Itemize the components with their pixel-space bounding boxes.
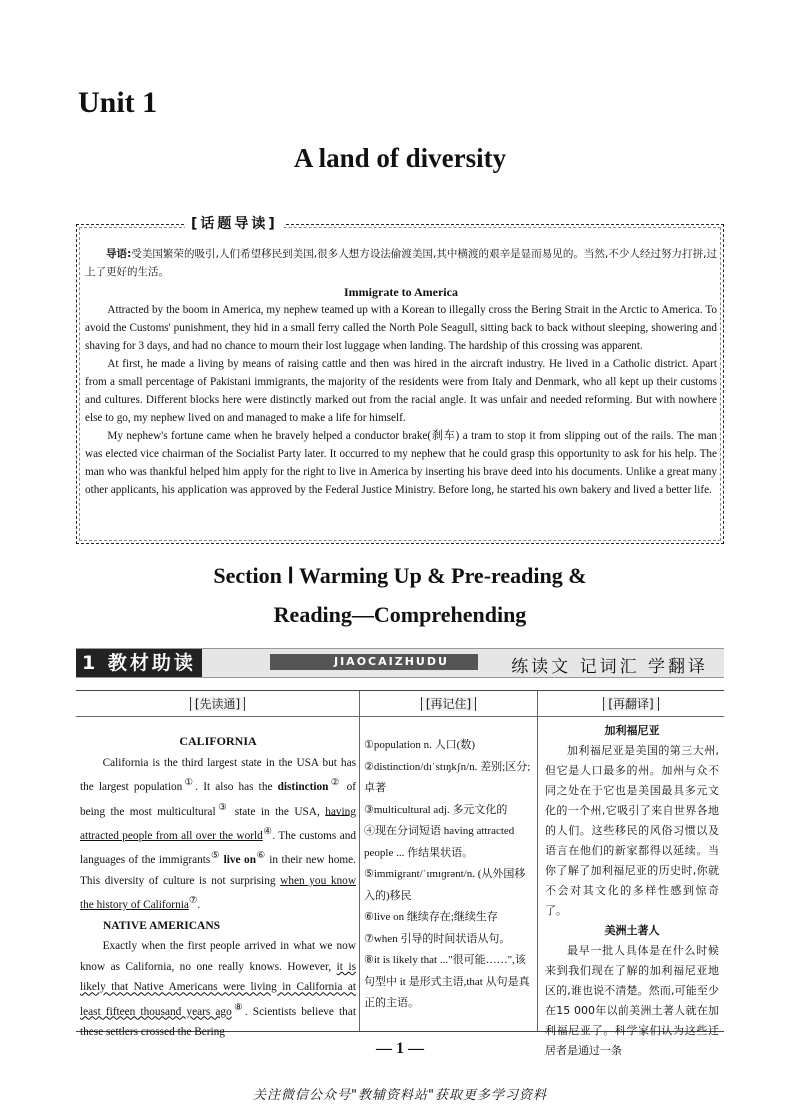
english-column [76, 691, 359, 1039]
column-header [360, 691, 537, 717]
unit-title: Unit 1 [78, 86, 158, 119]
topic-intro-box [76, 216, 724, 544]
page-number: — 1 — [376, 1040, 424, 1057]
note-item: ③multicultural adj. 多元文化的 [364, 803, 508, 816]
column-header [538, 691, 724, 717]
section-subtitle: Reading—Comprehending [273, 602, 527, 627]
guide-label: 导语: [106, 248, 132, 260]
note-item: ⑦when 引导的时间状语从句。 [364, 932, 511, 945]
banner-title: 教材助读 [107, 652, 196, 674]
chinese-paragraph: 最早一批人具体是在什么时候来到我们现在了解的加利福尼亚地区的,谁也说不清楚。然而,可能至少在15 000年以前美洲土著人就在加利福尼亚了。科学家们认为这些迁居者是通过一条 [545, 944, 719, 1057]
banner-slogan: 练读文 记词汇 学翻译 [511, 657, 708, 677]
passage-paragraph: Attracted by the boom in America, my nephew teamed up with a Korean to illegally cross the Bering Strait in the Arctic to America. To avoid the Customs' punishment, they hid in a small ferry called the North Pole Seagull, sitting back to back without sleeping, showering and shaving for 3 days, and had no chance to mourn their lost luggage when landing. The hardship of this crossing was apparent. [85, 304, 717, 352]
banner-number: 1 [82, 652, 99, 674]
chinese-title: 加利福尼亚 [604, 724, 660, 737]
chinese-paragraph: 加利福尼亚是美国的第三大州,但它是人口最多的州。加州与众不同之处在于它也是美国最具多元文化的一个州,它吸引了来自世界各地的人们。这些移民的风俗习惯以及语言在他们的新家都得以延续。当你了解了加利福尼亚的历史时,你就不会对其文化的多样性感到惊奇了。 [545, 744, 719, 917]
banner-pinyin: JIAOCAIZHUDU [270, 654, 478, 670]
page-title: A land of diversity [293, 143, 507, 173]
reading-table [76, 690, 724, 1057]
note-item: ⑥live on 继续存在;继续生存 [364, 911, 498, 923]
banner-label [76, 649, 202, 677]
column-header [76, 691, 359, 717]
vocab-notes [360, 717, 537, 1015]
passage-paragraph: At first, he made a living by means of raising cattle and then was hired in the aircraft industry. He lived in a Catholic district. Apart from a small percentage of Pakistani immigrants, the majority of the residents were from Italy and Denmark, who all kept up their customs and cultures. Different blocks here were distinctly marked out from the racial angle. It was unfair and needed reforming. But with nowhere else to go, my nephew lived on and managed to make a life for himself. [85, 358, 717, 424]
column-header-label: [先读通] [190, 697, 245, 711]
translation-column [537, 691, 724, 1057]
english-text [76, 717, 359, 1043]
note-item: ⑧it is likely that ..."很可能……",该句型中 it 是形式主语,that 从句是真正的主语。 [364, 954, 530, 1009]
passage-paragraph: My nephew's fortune came when he bravely helped a conductor brake(刹车) a tram to stop it from slipping out of the rails. The man was elected vice chairman of the Socialist Party later. It occurred to my nephew that he could grasp this opportunity to ask for his help. The man who was thankful helped him apply for the right to live in America by inserting his brave deed into his documents. Unlike a great many other applicants, his application was approved by the Federal Justice Ministry. Before long, he started his own bakery and lived a better life. [85, 430, 717, 496]
english-title: CALIFORNIA [179, 734, 257, 748]
note-item: ②distinction/dɪˈstɪŋkʃn/n. 差别;区分;卓著 [364, 760, 531, 794]
note-item: ①population n. 人口(数) [364, 739, 475, 751]
topic-intro-tag: [话题导读] [185, 213, 284, 233]
guide-body: 受美国繁荣的吸引,人们希望移民到美国,很多人想方设法偷渡美国,其中横渡的艰辛是显而易见的。当然,不少人经过努力打拼,过上了更好的生活。 [85, 248, 718, 278]
chinese-subtitle: 美洲土著人 [604, 924, 660, 937]
textbook-guide-banner [76, 648, 724, 678]
section-title: Section Ⅰ Warming Up & Pre-reading & [213, 563, 587, 588]
note-item: ⑤immigrant/ˈɪmɪɡrənt/n. (从外国移入的)移民 [364, 868, 526, 902]
english-paragraph: Exactly when the first people arrived in what we now know as California, no one really knows. However, it is likely that Native Americans were living in California at least fifteen thousand years ago⑧. Scientists believe that these settlers crossed the Bering [80, 940, 356, 1039]
passage-title: Immigrate to America [344, 285, 458, 299]
column-header-label: [再翻译] [603, 697, 658, 711]
notes-column [359, 691, 537, 1031]
english-paragraph: California is the third largest state in the USA but has the largest population①. It also has the distinction② of being the most multicultural③ state in the USA, having attracted people from all over the world④. The customs and languages of the immigrants⑤ live on⑥ in their new home. This diversity of culture is not surprising when you know the history of California⑦. [80, 756, 357, 911]
guide-text [85, 245, 717, 281]
topic-intro-content [85, 245, 717, 499]
chinese-translation [538, 717, 724, 1061]
english-subtitle: NATIVE AMERICANS [103, 919, 221, 932]
footer-note: 关注微信公众号"教辅资料站"获取更多学习资料 [253, 1088, 547, 1103]
note-item: ④现在分词短语 having attracted people ... 作结果状语。 [364, 825, 515, 859]
column-header-label: [再记住] [421, 697, 476, 711]
